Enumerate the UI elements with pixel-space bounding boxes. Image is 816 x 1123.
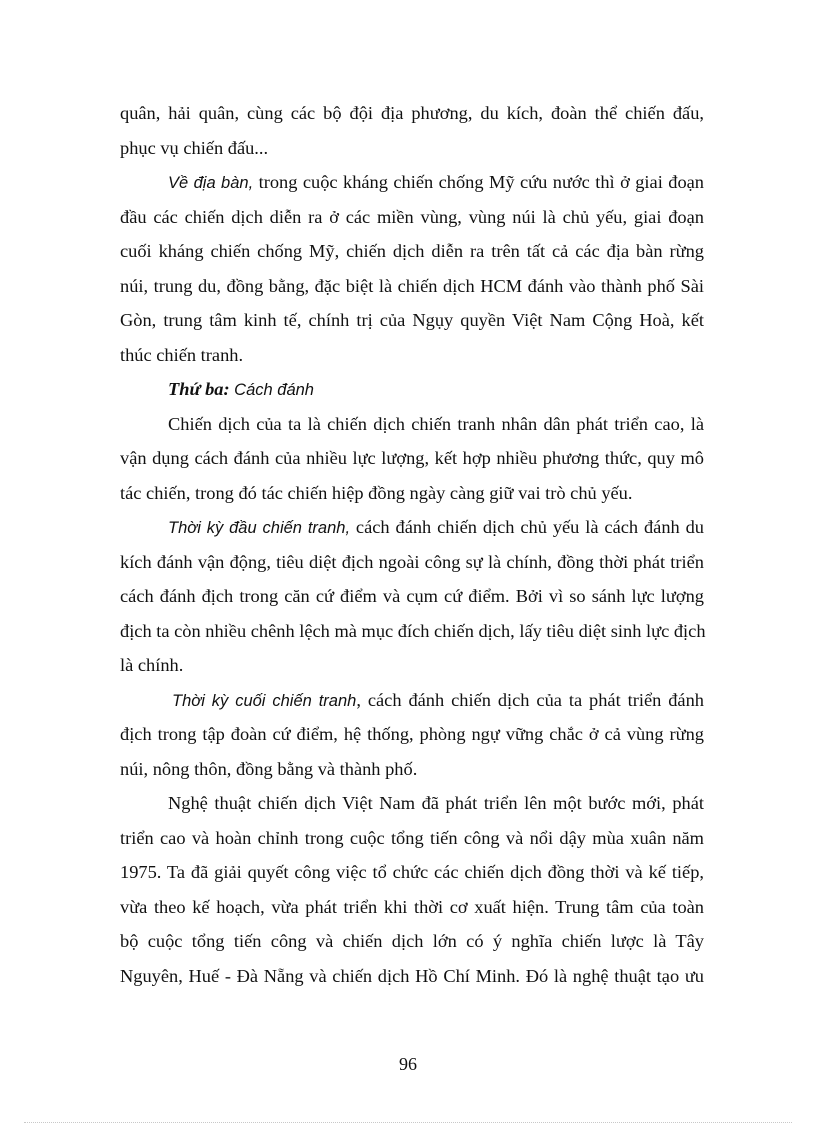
- text-line: triển cao và hoàn chỉnh trong cuộc tổng tiến công và nổi dậy mùa xuân năm: [120, 827, 704, 848]
- emphasis-phrase: Thời kỳ đầu chiến tranh,: [168, 519, 351, 537]
- text-run: , cách đánh chiến dịch của ta phát triển đánh: [356, 689, 704, 710]
- paragraph-start-thoi-ky-cuoi: [120, 683, 704, 718]
- text-line: kích đánh vận động, tiêu diệt địch ngoài công sự là chính, đồng thời phát triển: [120, 551, 704, 572]
- paragraph-start-thoi-ky-dau: [120, 510, 704, 545]
- text-line: Gòn, trung tâm kinh tế, chính trị của Ngụy quyền Việt Nam Cộng Hoà, kết: [120, 310, 704, 330]
- text-line: cuối kháng chiến chống Mỹ, chiến dịch diễn ra trên tất cả các địa bàn rừng: [120, 241, 704, 261]
- text-line: vừa theo kế hoạch, vừa phát triển khi thời cơ xuất hiện. Trung tâm của toàn: [120, 896, 704, 917]
- text-line: vận dụng cách đánh của nhiều lực lượng, kết hợp nhiều phương thức, quy mô: [120, 448, 704, 468]
- text-line: địch ta còn nhiều chênh lệch mà mục đích chiến dịch, lấy tiêu diệt sinh lực địch: [120, 620, 706, 641]
- text-line: quân, hải quân, cùng các bộ đội địa phương, du kích, đoàn thể chiến đấu,: [120, 103, 704, 123]
- section-heading: [120, 372, 704, 407]
- emphasis-phrase: Thời kỳ cuối chiến tranh: [172, 691, 357, 710]
- heading-label: Thứ ba:: [168, 379, 230, 399]
- text-run: cách đánh chiến dịch chủ yếu là cách đánh du: [350, 517, 704, 537]
- text-line: phục vụ chiến đấu...: [120, 137, 269, 158]
- text-line: địch trong tập đoàn cứ điểm, hệ thống, phòng ngự vững chắc ở cả vùng rừng: [120, 724, 704, 744]
- emphasis-phrase: Về địa bàn,: [168, 174, 254, 192]
- paragraph-start-nghe-thuat: Nghệ thuật chiến dịch Việt Nam đã phát triển lên một bước mới, phát: [168, 793, 704, 813]
- text-line: Nguyên, Huế - Đà Nẵng và chiến dịch Hồ Chí Minh. Đó là nghệ thuật tạo ưu: [120, 965, 704, 986]
- page-number: 96: [399, 1054, 417, 1074]
- text-line: thúc chiến tranh.: [120, 344, 244, 365]
- paragraph-start-dia-ban: [120, 165, 704, 200]
- text-line: bộ cuộc tổng tiến công và chiến dịch lớn có ý nghĩa chiến lược là Tây: [120, 931, 704, 951]
- text-line: núi, nông thôn, đồng bằng và thành phố.: [120, 758, 418, 779]
- text-line: cách đánh địch trong căn cứ điểm và cụm cứ điểm. Bởi vì so sánh lực lượng: [120, 586, 704, 606]
- paragraph-start-chien-dich: Chiến dịch của ta là chiến dịch chiến tranh nhân dân phát triển cao, là: [168, 413, 704, 434]
- text-line: núi, trung du, đồng bằng, đặc biệt là chiến dịch HCM đánh vào thành phố Sài: [120, 275, 704, 296]
- text-line: 1975. Ta đã giải quyết công việc tổ chức các chiến dịch đồng thời và kế tiếp,: [120, 862, 704, 882]
- text-line: tác chiến, trong đó tác chiến hiệp đồng ngày càng giữ vai trò chủ yếu.: [120, 482, 633, 503]
- body-text: [120, 96, 704, 993]
- text-line: là chính.: [120, 655, 184, 675]
- text-line: đầu các chiến dịch diễn ra ở các miền vùng, vùng núi là chủ yếu, giai đoạn: [120, 206, 704, 227]
- text-run: trong cuộc kháng chiến chống Mỹ cứu nước thì ở giai đoạn: [253, 172, 704, 192]
- heading-title: Cách đánh: [229, 381, 314, 399]
